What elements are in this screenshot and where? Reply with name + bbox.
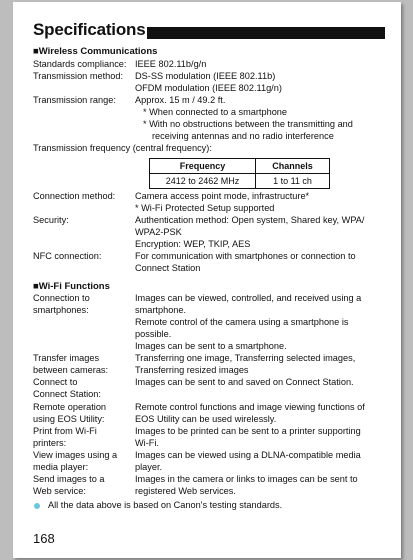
spec-label: Security: [33,215,69,225]
spec-value: registered Web services. [135,486,236,496]
spec-value: Transferring one image, Transferring selected images, [135,353,356,363]
spec-value: Approx. 15 m / 49.2 ft. [135,95,226,105]
spec-label: printers: [33,438,67,448]
spec-value: Images can be viewed, controlled, and received using a [135,293,362,303]
spec-value: Encryption: WEP, TKIP, AES [135,239,251,249]
spec-value: possible. [135,329,172,339]
spec-label: Remote operation [33,402,107,412]
spec-label: Web service: [33,486,86,496]
spec-label: between cameras: [33,365,109,375]
spec-value: Remote control of the camera using a smartphone is [135,317,349,327]
spec-value: IEEE 802.11b/g/n [135,59,207,69]
spec-label: smartphones: [33,305,89,315]
spec-label: NFC connection: [33,251,102,261]
spec-label: Transmission range: [33,95,116,105]
page-title: Specifications [33,20,146,39]
spec-value: Images can be sent to and saved on Connect Station. [135,377,354,387]
spec-label: Connect to [33,377,78,387]
spec-label: media player: [33,462,89,472]
spec-value: Camera access point mode, infrastructure* [135,191,310,201]
table-cell: 2412 to 2462 MHz [150,174,256,189]
spec-value: WPA2-PSK [135,227,182,237]
spec-label: Standards compliance: [33,59,127,69]
spec-label: Connection to [33,293,90,303]
page-number: 168 [33,531,55,546]
spec-value: DS-SS modulation (IEEE 802.11b) [135,71,276,81]
spec-value: Images in the camera or links to images can be sent to [135,474,358,484]
manual-page [13,2,401,558]
spec-value: Remote control functions and image viewing functions of [135,402,365,412]
spec-label: Transfer images [33,353,100,363]
spec-label: Transmission method: [33,71,124,81]
spec-label: View images using a [33,450,118,460]
table-cell: 1 to 11 ch [256,174,330,189]
spec-label: Connection method: [33,191,116,201]
spec-value: Wi-Fi. [135,438,159,448]
spec-label: Transmission frequency (central frequency): [33,143,212,153]
spec-value: Images can be viewed using a DLNA-compatible media [135,450,361,460]
spec-value: * Wi-Fi Protected Setup supported [135,203,275,213]
spec-label: using EOS Utility: [33,414,105,424]
spec-label: Send images to a [33,474,105,484]
spec-value: Authentication method: Open system, Shared key, WPA/ [135,215,365,225]
table-header: Frequency [150,159,256,174]
frequency-table [149,158,330,189]
table-header: Channels [256,159,330,174]
spec-value: OFDM modulation (IEEE 802.11g/n) [135,83,282,93]
spec-value: smartphone. [135,305,187,315]
spec-value: Transferring resized images [135,365,249,375]
spec-value: Images can be sent to a smartphone. [135,341,287,351]
spec-label: Connect Station: [33,389,101,399]
footnote: All the data above is based on Canon's testing standards. [48,500,283,510]
spec-value: For communication with smartphones or connection to [135,251,356,261]
title-rule-bar [147,27,385,39]
section-heading-wireless: ■Wireless Communications [33,46,158,57]
section-heading-wifi: ■Wi-Fi Functions [33,281,110,292]
spec-note: * When connected to a smartphone [143,107,288,117]
spec-value: EOS Utility can be used wirelessly. [135,414,277,424]
spec-value: Connect Station [135,263,201,273]
spec-value: Images to be printed can be sent to a printer supporting [135,426,361,436]
spec-label: Print from Wi-Fi [33,426,97,436]
bullet-icon [34,503,40,509]
spec-note: * With no obstructions between the transmitting and [143,119,353,129]
spec-value: player. [135,462,163,472]
spec-note: receiving antennas and no radio interference [152,131,334,141]
